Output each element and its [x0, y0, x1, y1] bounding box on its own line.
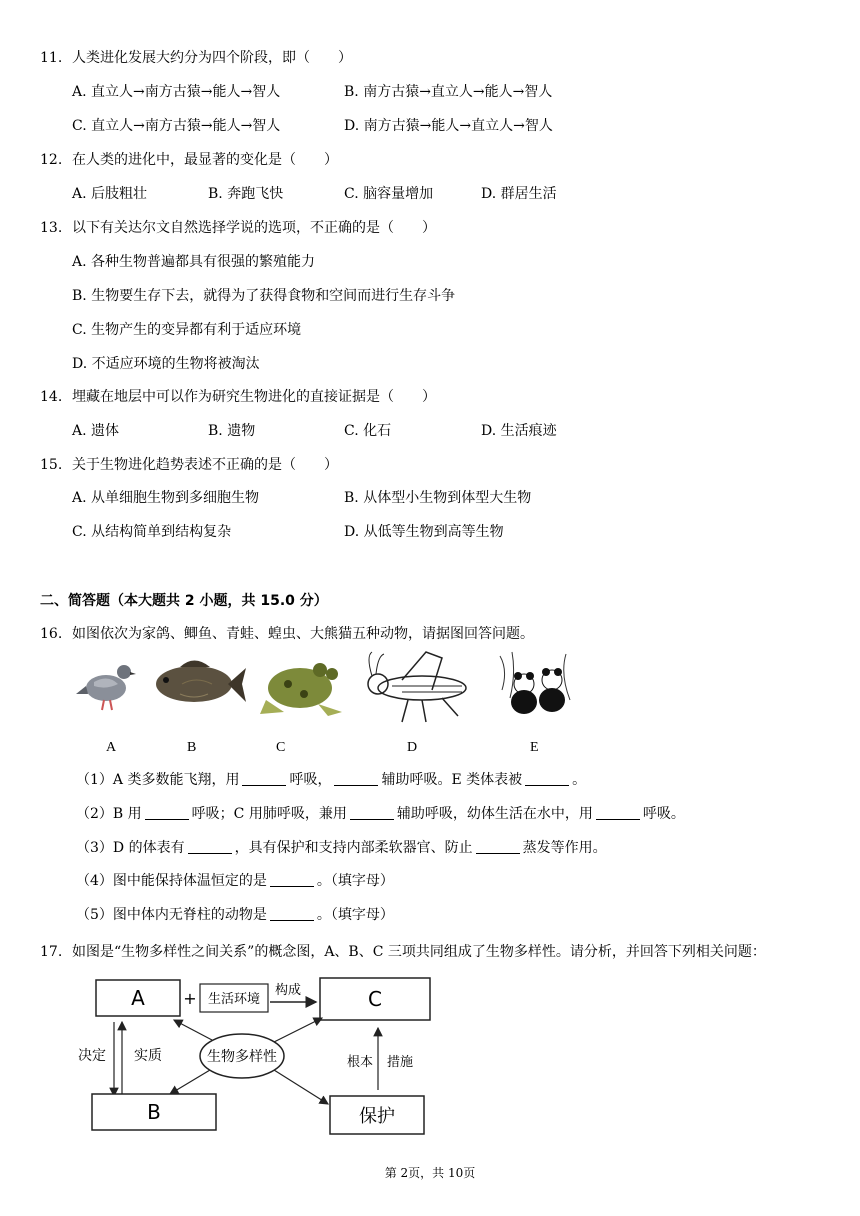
question-stem: 人类进化发展大约分为四个阶段，即（ ） [72, 50, 352, 66]
page-footer: 第 2页，共 10页 [384, 1166, 476, 1180]
option-a: A. 从单细胞生物到多细胞生物 [72, 490, 260, 506]
box-b-label: B [147, 1100, 161, 1124]
image-label-d: D [407, 740, 418, 755]
answer-blank[interactable] [525, 771, 569, 786]
compose-label: 构成 [274, 983, 302, 998]
option-c: C. 生物产生的变异都有利于适应环境 [72, 322, 302, 338]
panda-image [494, 650, 578, 720]
box-c-label: C [368, 987, 382, 1011]
sub-question-5: （5）图中体内无脊柱的动物是 。（填字母） [76, 907, 394, 923]
option-d: D. 生活痕迹 [481, 423, 557, 439]
protect-label: 保护 [359, 1106, 395, 1127]
option-c: C. 脑容量增加 [344, 186, 434, 202]
option-b: B. 遗物 [208, 423, 256, 439]
question-stem: 如图是“生物多样性之间关系”的概念图，A、B、C 三项共同组成了生物多样性。请分析，并回答下列相关问题： [72, 944, 766, 960]
question-stem: 在人类的进化中，最显著的变化是（ ） [72, 152, 338, 168]
answer-blank[interactable] [270, 872, 314, 887]
plus-sign: + [183, 989, 197, 1008]
arrow-to-c [274, 1018, 322, 1042]
image-label-a: A [106, 740, 117, 755]
section-heading: 二、简答题（本大题共 2 小题，共 15.0 分） [40, 593, 328, 609]
pigeon-image [74, 650, 138, 716]
option-d: D. 从低等生物到高等生物 [344, 524, 504, 540]
option-b: B. 奔跑飞快 [208, 186, 284, 202]
question-number: 13. [40, 220, 63, 236]
answer-blank[interactable] [350, 805, 394, 820]
sub-question-1: （1）A 类多数能飞翔，用 呼吸， 辅助呼吸。E 类体表被 。 [76, 772, 587, 788]
answer-blank[interactable] [476, 839, 520, 854]
option-c: C. 直立人→南方古猿→能人→智人 [72, 118, 281, 134]
option-a: A. 直立人→南方古猿→能人→智人 [72, 84, 281, 100]
option-d: D. 不适应环境的生物将被淘汰 [72, 356, 260, 372]
grasshopper-image [362, 650, 472, 726]
frog-image [258, 650, 348, 720]
fish-image [150, 650, 248, 716]
answer-blank[interactable] [145, 805, 189, 820]
option-c: C. 从结构简单到结构复杂 [72, 524, 232, 540]
question-number: 17. [40, 944, 63, 960]
arrow-to-b [170, 1070, 210, 1094]
question-stem: 如图依次为家鸽、鲫鱼、青蛙、蝗虫、大熊猫五种动物，请据图回答问题。 [72, 626, 534, 642]
option-d: D. 南方古猿→能人→直立人→智人 [344, 118, 553, 134]
measure-label: 措施 [386, 1055, 414, 1070]
option-c: C. 化石 [344, 423, 392, 439]
biodiversity-concept-diagram [74, 970, 444, 1142]
question-number: 12. [40, 152, 63, 168]
option-b: B. 从体型小生物到体型大生物 [344, 490, 532, 506]
question-stem: 以下有关达尔文自然选择学说的选项，不正确的是（ ） [72, 220, 436, 236]
answer-blank[interactable] [334, 771, 378, 786]
option-a: A. 遗体 [72, 423, 120, 439]
option-a: A. 后肢粗壮 [72, 186, 148, 202]
question-number: 16. [40, 626, 63, 642]
question-number: 11. [40, 50, 63, 66]
decide-label: 决定 [78, 1048, 106, 1064]
sub-question-4: （4）图中能保持体温恒定的是 。（填字母） [76, 873, 394, 889]
center-label: 生物多样性 [207, 1049, 277, 1065]
option-b: B. 南方古猿→直立人→能人→智人 [344, 84, 553, 100]
arrow-to-a [174, 1020, 212, 1040]
answer-blank[interactable] [188, 839, 232, 854]
sub-question-3: （3）D 的体表有 ，具有保护和支持内部柔软器官、防止 蒸发等作用。 [76, 840, 607, 856]
image-label-c: C [276, 740, 286, 755]
arrow-to-protect [274, 1070, 328, 1104]
option-b: B. 生物要生存下去，就得为了获得食物和空间而进行生存斗争 [72, 288, 456, 304]
question-number: 15. [40, 457, 63, 473]
question-stem: 埋藏在地层中可以作为研究生物进化的直接证据是（ ） [72, 389, 436, 405]
option-d: D. 群居生活 [481, 186, 557, 202]
essence-label: 实质 [134, 1048, 162, 1064]
option-a: A. 各种生物普遍都具有很强的繁殖能力 [72, 254, 316, 270]
image-label-b: B [187, 740, 197, 755]
root-label: 根本 [346, 1055, 374, 1070]
answer-blank[interactable] [270, 906, 314, 921]
answer-blank[interactable] [242, 771, 286, 786]
question-number: 14. [40, 389, 63, 405]
image-label-e: E [530, 740, 539, 755]
env-label: 生活环境 [207, 992, 261, 1007]
answer-blank[interactable] [596, 805, 640, 820]
sub-question-2: （2）B 用 呼吸；C 用肺呼吸，兼用 辅助呼吸，幼体生活在水中，用 呼吸。 [76, 806, 685, 822]
box-a-label: A [131, 986, 145, 1010]
question-stem: 关于生物进化趋势表述不正确的是（ ） [72, 457, 338, 473]
